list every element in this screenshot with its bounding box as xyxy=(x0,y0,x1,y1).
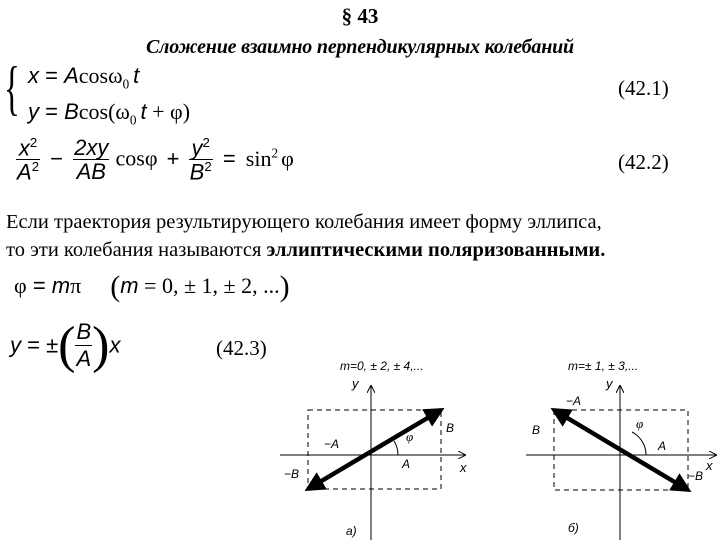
equation-42-3: y = ±( $\frac{B}{A}$ )x xyxy=(10,317,121,374)
diagram-b xyxy=(518,350,718,540)
pos-B-label: B xyxy=(532,423,541,437)
diagram-caption: а) xyxy=(346,524,357,538)
phi-arc xyxy=(632,432,646,455)
plus-sign: + xyxy=(166,145,180,171)
x-axis-label: x xyxy=(460,460,467,475)
m-condition-label: m=0, ± 2, ± 4,... xyxy=(340,359,424,373)
equation-label-42-1: (42.1) xyxy=(618,76,669,100)
diagram-a xyxy=(270,350,470,540)
neg-A-label: −A xyxy=(324,437,340,451)
fraction-B-A: $\frac{B}{A}$ xyxy=(76,318,92,371)
omega: ω xyxy=(115,99,130,124)
equals: = xyxy=(39,63,65,88)
phi-label: φ xyxy=(406,429,414,444)
omega-index: 0 xyxy=(122,76,130,92)
pos-A-label: A xyxy=(658,439,667,453)
var-t: t xyxy=(133,63,140,88)
section-number: § 43 xyxy=(341,4,379,28)
direction-arrow xyxy=(420,410,441,422)
fraction-2xy-AB: $\frac{2xy}{AB}$ xyxy=(74,135,109,185)
direction-arrow xyxy=(554,410,576,423)
pos-B-label: B xyxy=(446,421,455,435)
pos-A-label: A xyxy=(402,457,411,471)
system-brace: { xyxy=(4,55,20,121)
equals: = xyxy=(222,145,236,171)
paragraph-text xyxy=(6,208,605,264)
equation-42-2 xyxy=(16,136,294,184)
minus-sign: − xyxy=(50,145,64,171)
fraction-x2-A2: $\frac{x^2}{A^2}$ xyxy=(17,135,40,185)
y-axis-label: y xyxy=(352,376,359,391)
var-B: B xyxy=(64,99,79,124)
var-x: x xyxy=(28,63,39,88)
equation-phi-m-pi: φ = mπ (m = 0, ± 1, ± 2, ...) xyxy=(14,270,290,303)
var-A: A xyxy=(64,63,79,88)
plus-phi: + φ) xyxy=(146,99,191,124)
phi-label: φ xyxy=(636,416,644,431)
var-y: y xyxy=(28,99,39,124)
paragraph-line-2: то эти колебания называются эллиптическими поляризованными. xyxy=(6,239,606,261)
cos-phi: cosφ xyxy=(115,145,158,171)
equation-42-1-line1 xyxy=(28,63,139,92)
paragraph-line-1: Если траектория результирующего колебания имеет форму эллипса, xyxy=(6,211,602,233)
cos-func: cos xyxy=(78,63,109,88)
omega-index: 0 xyxy=(129,112,137,128)
var-t: t xyxy=(140,99,147,124)
sin-func: $\sin^2 \varphi$ xyxy=(245,145,294,171)
emphasis-term: эллиптическими поляризованными. xyxy=(266,239,606,261)
neg-B-label: −B xyxy=(284,467,300,481)
fraction-y2-B2: $\frac{y^2}{B^2}$ xyxy=(189,135,212,185)
diagram-caption: б) xyxy=(568,521,579,535)
neg-B-label: −B xyxy=(688,469,704,483)
direction-arrow-end xyxy=(668,478,688,490)
equation-42-1-line2 xyxy=(28,99,190,128)
equation-label-42-3: (42.3) xyxy=(216,336,267,360)
y-axis-label: y xyxy=(606,376,613,391)
page-title: Сложение взаимно перпендикулярных колебаний xyxy=(146,36,574,58)
cos-func: cos( xyxy=(78,99,116,124)
equation-label-42-2: (42.2) xyxy=(618,150,669,174)
x-axis-label: x xyxy=(706,458,713,473)
omega: ω xyxy=(108,63,123,88)
neg-A-label: −A xyxy=(566,394,582,408)
phi-arc xyxy=(394,441,398,455)
equals: = xyxy=(39,99,65,124)
direction-arrow-start xyxy=(308,476,330,489)
m-condition-label: m=± 1, ± 3,... xyxy=(568,359,639,373)
